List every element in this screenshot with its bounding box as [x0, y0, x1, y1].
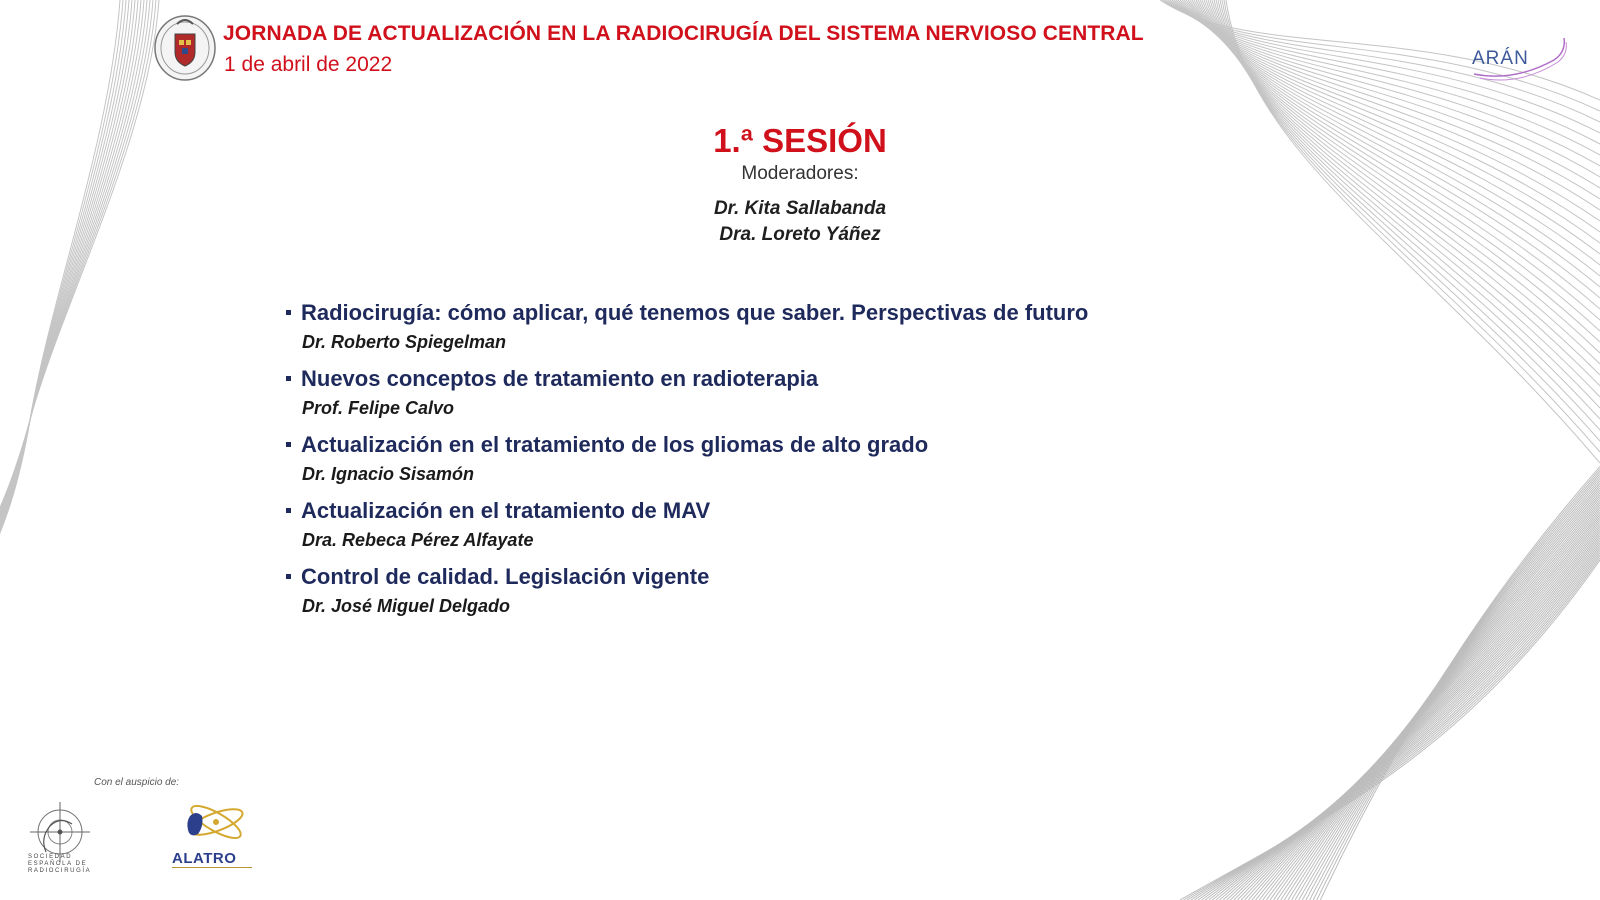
talk-speaker: Prof. Felipe Calvo: [302, 398, 455, 418]
talk-list: [284, 300, 1284, 630]
moderators-label: Moderadores:: [741, 163, 859, 184]
talk-title: Actualización en el tratamiento de los gliomas de alto grado: [301, 432, 929, 457]
talk-speaker: Dr. Ignacio Sisamón: [302, 464, 475, 484]
list-item: [284, 366, 1284, 432]
sedr-logo-text: SOCIEDAD ESPAÑOLA DE RADIOCIRUGÍA: [28, 854, 92, 874]
alatro-logo-icon: [172, 796, 252, 848]
talk-title: Nuevos conceptos de tratamiento en radioterapia: [301, 366, 819, 391]
session-title: 1.ª SESIÓN: [713, 122, 887, 159]
list-item: [284, 432, 1284, 498]
bullet-icon: [286, 508, 291, 513]
bullet-icon: [286, 376, 291, 381]
talk-title: Control de calidad. Legislación vigente: [301, 564, 710, 589]
list-item: [284, 300, 1284, 366]
talk-speaker: Dr. Roberto Spiegelman: [302, 332, 507, 352]
event-title: JORNADA DE ACTUALIZACIÓN EN LA RADIOCIRUGÍA DEL SISTEMA NERVIOSO CENTRAL: [223, 22, 1144, 45]
talk-title: Radiocirugía: cómo aplicar, qué tenemos que saber. Perspectivas de futuro: [301, 300, 1089, 325]
aran-logo-text: ARÁN: [1472, 48, 1529, 69]
moderator-name: Dra. Loreto Yáñez: [719, 224, 881, 245]
university-seal-icon: [153, 12, 217, 82]
list-item: [284, 498, 1284, 564]
event-date: 1 de abril de 2022: [224, 53, 393, 76]
bullet-icon: [286, 310, 291, 315]
bullet-icon: [286, 574, 291, 579]
moderator-name: Dr. Kita Sallabanda: [713, 198, 887, 219]
alatro-logo-text: ALATRO: [172, 850, 237, 867]
talk-speaker: Dr. José Miguel Delgado: [302, 596, 511, 616]
list-item: [284, 564, 1284, 630]
talk-title: Actualización en el tratamiento de MAV: [301, 498, 711, 523]
bullet-icon: [286, 442, 291, 447]
sponsor-label: Con el auspicio de:: [94, 777, 180, 788]
alatro-logo-divider: [172, 867, 252, 871]
talk-speaker: Dra. Rebeca Pérez Alfayate: [302, 530, 534, 550]
